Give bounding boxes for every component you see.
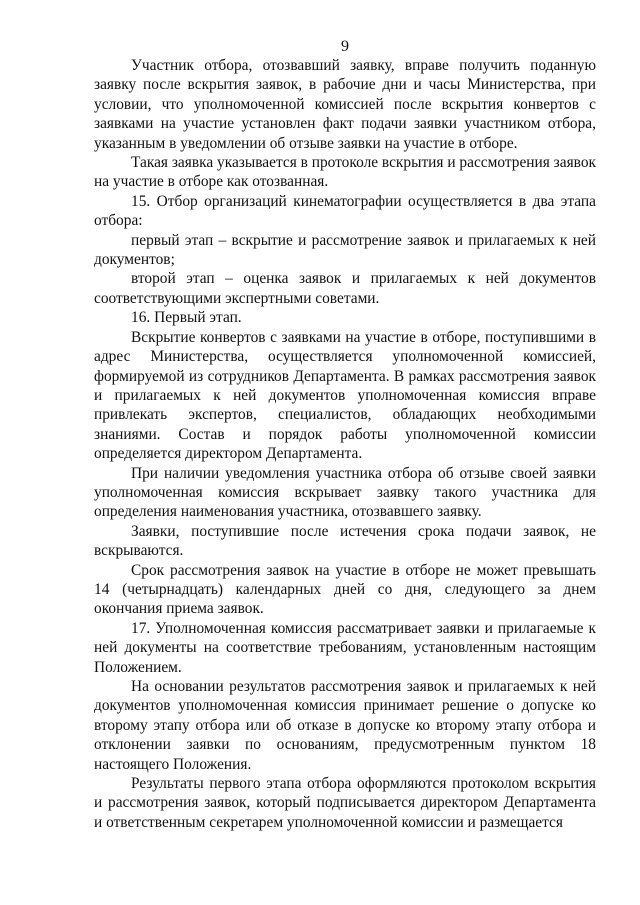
paragraph-13: Результаты первого этапа отбора оформляются протоколом вскрытия и рассмотрения заявок, который подписывается директором Департамента и ответственным секретарем уполномоченной комиссии и размещается — [94, 775, 596, 831]
document-page — [94, 38, 596, 832]
paragraph-3: 15. Отбор организаций кинематографии осуществляется в два этапа отбора: — [94, 192, 596, 230]
paragraph-9: Заявки, поступившие после истечения срока подачи заявок, не вскрываются. — [94, 522, 596, 560]
paragraph-2: Такая заявка указывается в протоколе вскрытия и рассмотрения заявок на участие в отборе как отозванная. — [94, 154, 597, 191]
paragraph-7: Вскрытие конвертов с заявками на участие в отборе, поступившими в адрес Министерства, осуществляется уполномоченной комиссией, формируемой из сотрудников Департамента. В рамках рассмотрения заявок и прилагаемых к ней документов уполномоченная комиссия вправе привлекать экспертов, специалистов, обладающих необходимыми знаниями. Состав и порядок работы уполномоченной комиссии определяется директором Департамента. — [94, 328, 596, 463]
paragraph-1: Участник отбора, отозвавший заявку, вправе получить поданную заявку после вскрытия заявок, в рабочие дни и часы Министерства, при условии, что уполномоченной комиссией после вскрытия конвертов с заявками на участие установлен факт подачи заявки участником отбора, указанным в уведомлении об отзыве заявки на участие в отборе. — [94, 57, 596, 152]
paragraph-4: первый этап – вскрытие и рассмотрение заявок и прилагаемых к ней документов; — [94, 231, 596, 269]
paragraph-11: 17. Уполномоченная комиссия рассматривает заявки и прилагаемые к ней документы на соответствие требованиям, установленным настоящим Положением. — [94, 619, 596, 676]
paragraph-5: второй этап – оценка заявок и прилагаемых к ней документов соответствующими экспертными советами. — [94, 270, 596, 307]
paragraph-12: На основании результатов рассмотрения заявок и прилагаемых к ней документов уполномоченная комиссия принимает решение о допуске ко второму этапу отбора или об отказе в допуске ко второму этапу отбора и отклонении заявки по основаниям, предусмотренным пунктом 18 настоящего Положения. — [94, 678, 596, 773]
paragraph-6: 16. Первый этап. — [131, 309, 242, 327]
paragraph-10: Срок рассмотрения заявок на участие в отборе не может превышать 14 (четырнадцать) календарных дней со дня, следующего за днем окончания приема заявок. — [94, 561, 596, 618]
paragraph-8: При наличии уведомления участника отбора об отзыве своей заявки уполномоченная комиссия вскрывает заявку такого участника для определения наименования участника, отозвавшего заявку. — [94, 464, 596, 521]
page-number: 9 — [341, 38, 349, 55]
